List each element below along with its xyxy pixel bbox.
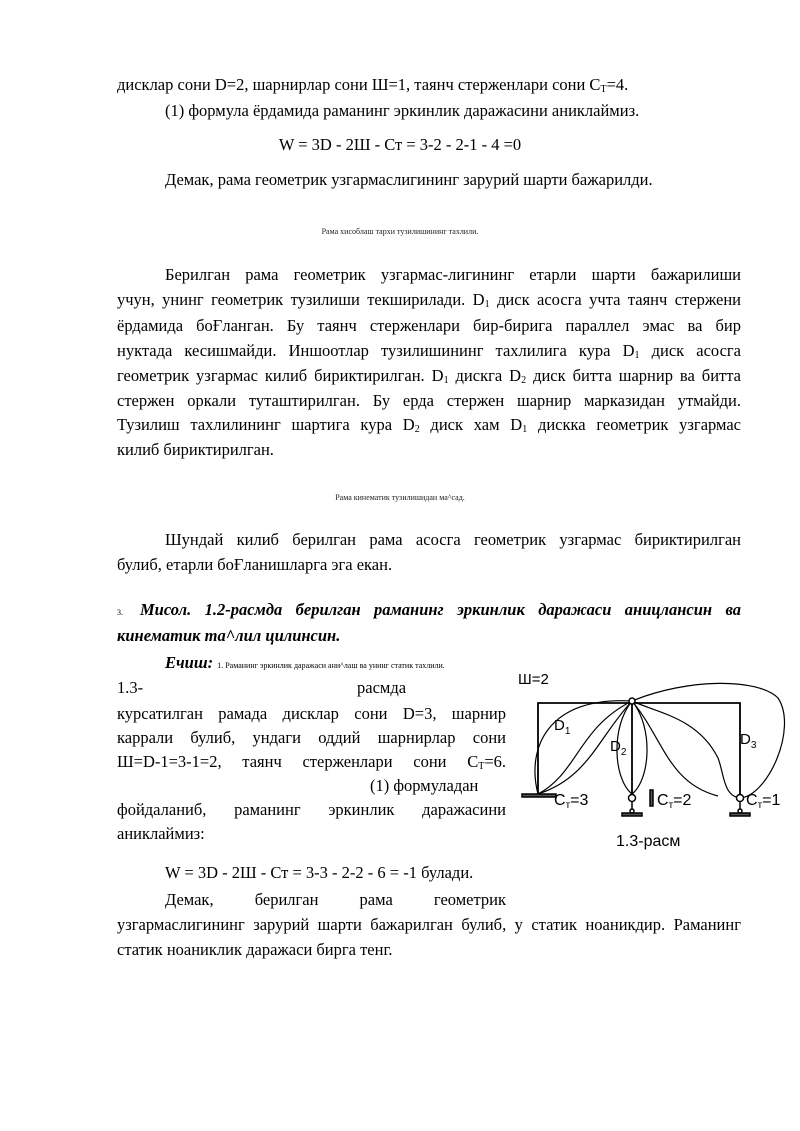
p3-line: аниклаймиз:	[117, 824, 205, 843]
frame-figure	[518, 668, 800, 853]
para1-line: геометрик узгармас килиб бириктирилган. $D_1$ дискга $D_2$ диск битта шарнир ва битта	[117, 366, 741, 386]
para1-line: килиб бириктирилган.	[117, 440, 274, 459]
para1-line: стержен оркали туташтирилган. Бу ерда стержен шарнир марказидан утмайди.	[117, 391, 741, 410]
para1-line: Берилган рама геометрик узгармас-лигининг етарли шарти бажарилиши	[165, 265, 741, 284]
formula-2: W = 3D - 2Ш - Ст = 3-3 - 2-2 - 6 = -1 булади.	[165, 863, 474, 882]
example-title-line: кинематик та^лил цилинсин.	[117, 626, 341, 645]
para1-line: нуктада кесишмайди. Иншоотлар тузилишининг тахлилига кура $D_1$ диск асосга	[117, 341, 741, 361]
formula-1: W = 3D - 2Ш - Ст = 3-2 - 2-1 - 4 =0	[278, 135, 522, 154]
example-number: 3.	[117, 608, 123, 617]
disk-3-label: $D_3$	[740, 731, 757, 751]
p4-line: узгармаслигининг зарурий шарти бажарилган булиб, у статик ноаникдир. Раманинг	[117, 915, 741, 934]
line-disk-count: дисклар сони D=2, шарнирлар сони Ш=1, таянч стерженлари сони $С_Т=4$.	[117, 75, 629, 95]
p4-line: Демак, берилган рама геометрик	[165, 890, 506, 909]
support-count-1: Ст=1	[746, 792, 781, 811]
para1-line: учун, унинг геометрик тузилиши текширилади. $D_1$ диск асосга учта таянч стержени	[117, 290, 741, 310]
p3-line: (1) формуладан	[370, 776, 479, 795]
p4-line: статик ноаниклик даражаси бирга тенг.	[117, 940, 393, 959]
para1-line: Тузилиш тахлилининг шартига кура $D_2$ диск хам $D_1$ дискка геометрик узгармас	[117, 415, 742, 435]
disk-1-label: $D_1$	[554, 717, 571, 737]
para2-line: булиб, етарли боҒланишларга эга екан.	[117, 555, 393, 574]
hinge-count-label: Ш=2	[518, 671, 549, 688]
support-count-3: Ст=3	[554, 792, 589, 811]
solution-subheading: 1. Раманинг эркинлик даражаси ани^лаш ва унинг статик тахлили.	[217, 661, 445, 670]
p3-line: расмда	[357, 678, 407, 697]
para2-line: Шундай килиб берилган рама асосга геометрик узгармас бириктирилган	[165, 530, 741, 549]
line-formula-intro: (1) формула ёрдамида раманинг эркинлик даражасини аниклаймиз.	[165, 101, 640, 120]
p3-line: каррали булиб, ундаги оддий шарнирлар сони	[117, 728, 506, 747]
section-heading-2: Рама кинематик тузилишидан ма^сад.	[335, 493, 465, 502]
p3-line: Ш=D-1=3-1=2, таянч стерженлари сони $С_Т=6$.	[117, 752, 506, 772]
figure-caption: 1.3-расм	[616, 833, 681, 850]
p3-line: курсатилган рамада дисклар сони D=3, шарнир	[117, 704, 506, 723]
line-conclusion-1: Демак, рама геометрик узгармаслигининг зарурий шарти бажарилди.	[165, 170, 653, 189]
frame-members	[538, 703, 740, 794]
support-count-2: Ст=2	[657, 792, 692, 811]
example-title-line: Мисол. 1.2-расмда берилган раманинг эркинлик даражаси аницлансин ва	[140, 600, 741, 619]
solution-label: Ечиш:	[165, 653, 214, 672]
disk-2-label: $D_2$	[610, 738, 627, 758]
para1-line: ёрдамида боҒланган. Бу таянч стерженлари бир-бирига параллел эмас ва бир	[117, 316, 741, 335]
p3-line: фойдаланиб, раманинг эркинлик даражасини	[117, 800, 506, 819]
p3-line: 1.3-	[117, 678, 144, 697]
section-heading-1: Рама хисоблаш тархи тузилишининг тахлили.	[321, 227, 479, 236]
